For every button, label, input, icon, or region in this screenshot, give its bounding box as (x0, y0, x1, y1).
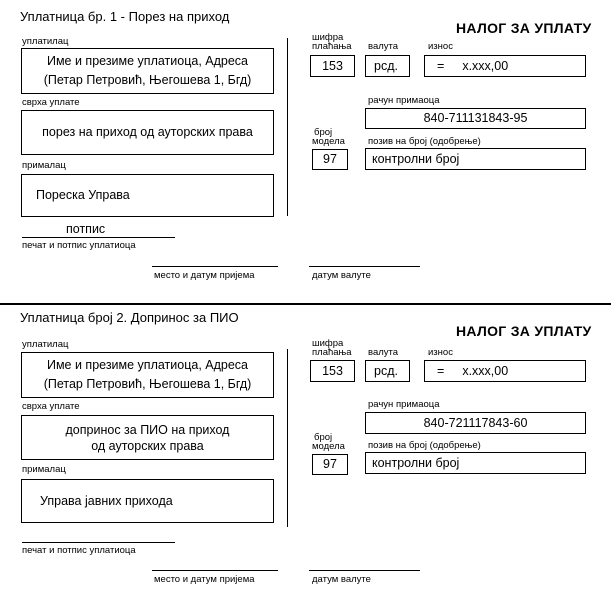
slip-title: Уплатница бр. 1 - Порез на приход (20, 9, 230, 24)
reference-label: позив на број (одобрење) (368, 136, 481, 147)
purpose-text-line1: допринос за ПИО на приход (65, 422, 230, 437)
amount-sign: = (437, 363, 445, 378)
account-number: 840-711131843-95 (423, 111, 528, 125)
payment-code: 153 (322, 363, 343, 378)
amount-value: x.xxx,00 (462, 363, 509, 378)
value-date-line (309, 266, 420, 267)
payment-code-label-2: плаћања (312, 347, 352, 358)
value-date-label: датум валуте (312, 270, 371, 281)
reference-label: позив на број (одобрење) (368, 440, 481, 451)
model-field[interactable] (312, 454, 348, 475)
currency-field[interactable] (365, 360, 410, 382)
payment-code-label-1: шифра (312, 32, 344, 43)
recipient-field[interactable] (21, 174, 274, 217)
payment-slip-2 (0, 305, 611, 609)
account-number: 840-721117843-60 (423, 415, 528, 430)
payer-name-address: Име и презиме уплатиоца, Адреса (46, 358, 249, 372)
recipient-label: прималац (22, 160, 66, 171)
amount-value: x.xxx,00 (462, 58, 509, 73)
account-field[interactable] (365, 108, 586, 129)
place-date-line (152, 266, 278, 267)
model-number: 97 (323, 457, 337, 471)
amount-sign: = (437, 58, 445, 73)
amount-label: износ (428, 41, 453, 52)
model-field[interactable] (312, 149, 348, 170)
signature-line (22, 237, 175, 238)
payer-field[interactable] (21, 48, 274, 94)
form-heading: НАЛОГ ЗА УПЛАТУ (456, 20, 592, 36)
model-label-2: модела (312, 136, 345, 147)
account-label: рачун примаоца (368, 399, 440, 410)
account-field[interactable] (365, 412, 586, 434)
account-label: рачун примаоца (368, 95, 440, 106)
amount-field[interactable] (424, 55, 586, 77)
payment-code-label-1: шифра (312, 338, 344, 349)
payer-label: уплатилац (22, 36, 69, 47)
signature-label: печат и потпис уплатиоца (22, 545, 136, 556)
reference-field[interactable] (365, 452, 586, 474)
amount-label: износ (428, 347, 453, 358)
payment-code-field[interactable] (310, 55, 355, 77)
currency-label: валута (368, 347, 399, 358)
recipient-text: Управа јавних прихода (40, 493, 173, 508)
reference-field[interactable] (365, 148, 586, 170)
payment-code: 153 (322, 58, 343, 73)
signature-label: печат и потпис уплатиоца (22, 240, 136, 251)
value-date-line (309, 570, 420, 571)
currency-label: валута (368, 41, 399, 52)
reference-number: контролни број (372, 151, 460, 166)
payer-example: (Петар Петровић, Његошева 1, Бгд) (43, 73, 252, 87)
payment-code-field[interactable] (310, 360, 355, 382)
value-date-label: датум валуте (312, 574, 371, 585)
payer-example: (Петар Петровић, Његошева 1, Бгд) (43, 377, 252, 391)
currency-value: рсд. (374, 363, 398, 378)
signature-line (22, 542, 175, 543)
purpose-text: порез на приход од ауторских права (42, 125, 253, 139)
model-label-1: број (314, 127, 333, 138)
reference-number: контролни број (372, 455, 460, 470)
purpose-label: сврха уплате (22, 401, 80, 412)
place-date-label: место и датум пријема (154, 574, 255, 585)
purpose-field[interactable] (21, 415, 274, 460)
payment-slip-1 (0, 0, 611, 304)
model-label-1: број (314, 432, 333, 443)
amount-field[interactable] (424, 360, 586, 382)
model-label-2: модела (312, 441, 345, 452)
recipient-text: Пореска Управа (36, 188, 130, 202)
column-divider (287, 349, 288, 527)
recipient-field[interactable] (21, 479, 274, 523)
payer-field[interactable] (21, 352, 274, 398)
purpose-label: сврха уплате (22, 97, 80, 108)
slip-title: Уплатница број 2. Допринос за ПИО (20, 310, 239, 325)
model-number: 97 (323, 152, 337, 166)
column-divider (287, 38, 288, 216)
payer-name-address: Име и презиме уплатиоца, Адреса (46, 54, 249, 68)
currency-value: рсд. (374, 58, 398, 73)
place-date-label: место и датум пријема (154, 270, 255, 281)
payment-code-label-2: плаћања (312, 41, 352, 52)
payer-label: уплатилац (22, 339, 69, 350)
currency-field[interactable] (365, 55, 410, 77)
signature-text: потпис (66, 222, 106, 236)
place-date-line (152, 570, 278, 571)
purpose-field[interactable] (21, 110, 274, 155)
form-heading: НАЛОГ ЗА УПЛАТУ (456, 323, 592, 339)
purpose-text-line2: од ауторских права (91, 438, 204, 453)
recipient-label: прималац (22, 464, 66, 475)
